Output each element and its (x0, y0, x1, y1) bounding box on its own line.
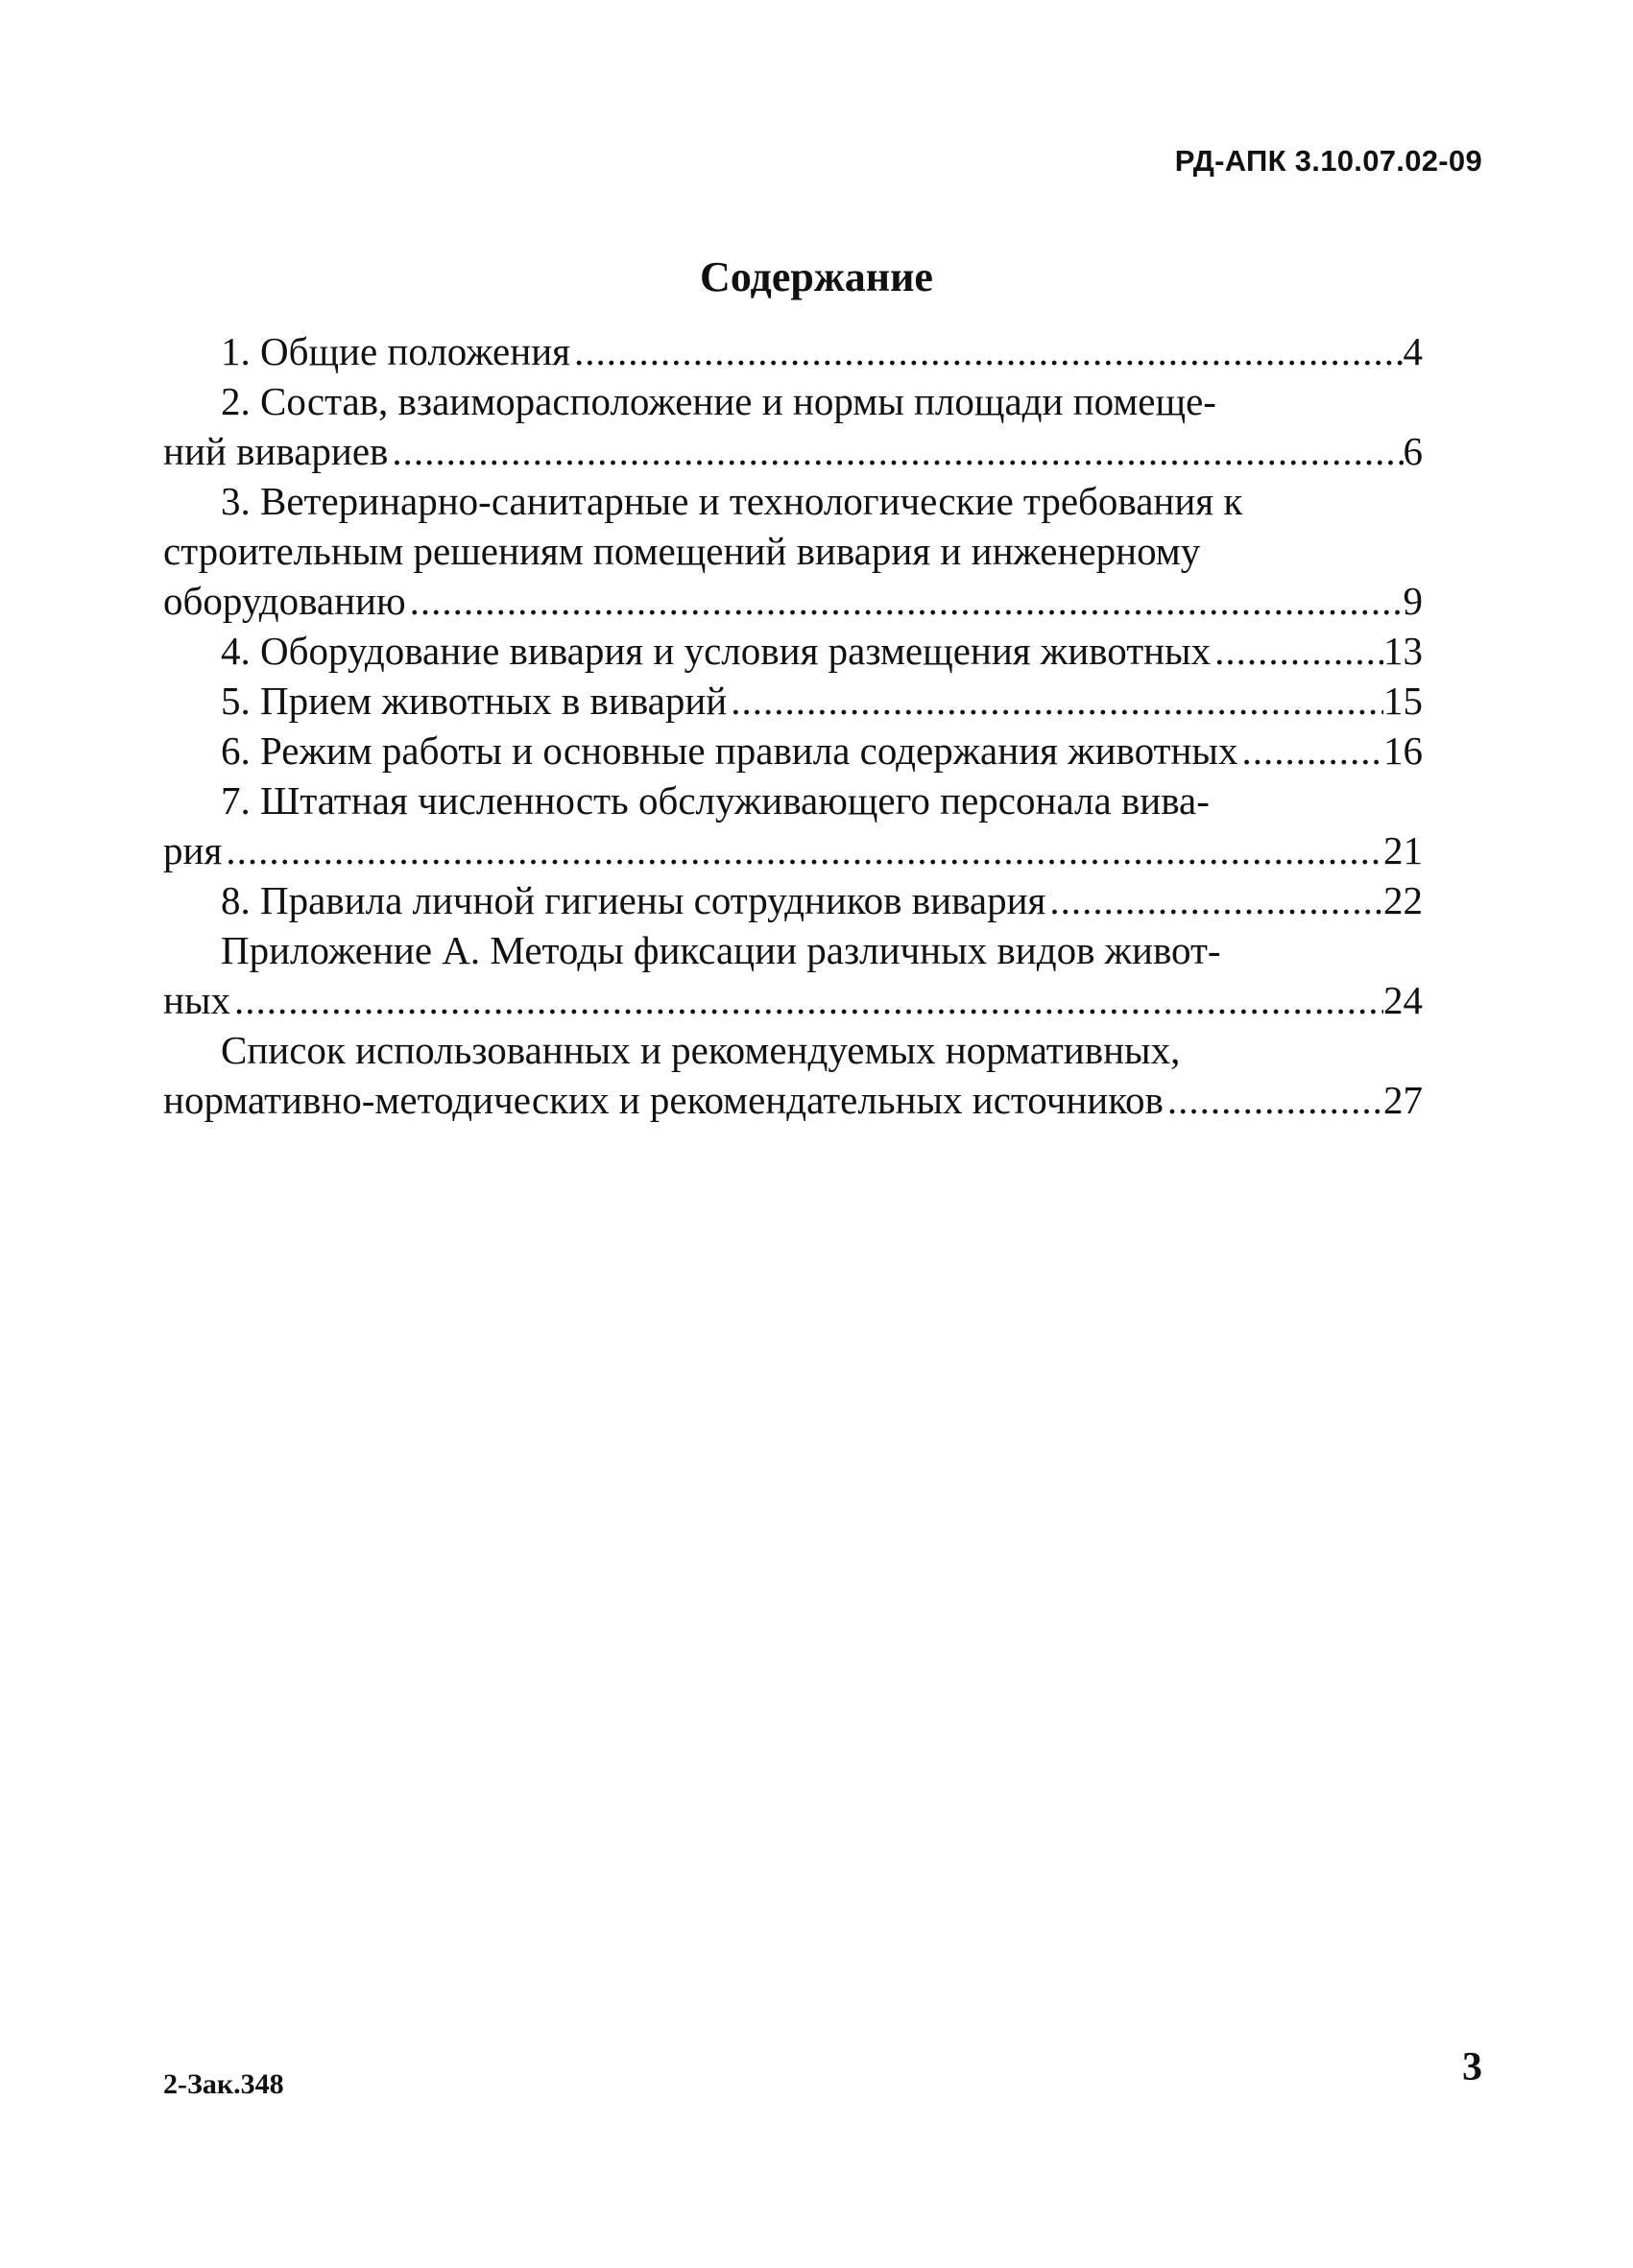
toc-entry-text: 5. Прием животных в виварий (221, 679, 728, 723)
toc-entry-page: 9 (1403, 579, 1423, 623)
toc-entry-line-with-page (163, 576, 1423, 626)
toc-entry-text: 7. Штатная численность обслуживающего персонала вива- (221, 778, 1210, 823)
toc-entry-text: 6. Режим работы и основные правила содержания животных (221, 728, 1238, 773)
toc-entry-page: 16 (1383, 728, 1423, 773)
toc-entry-text: 4. Оборудование вивария и условия размещения животных (221, 629, 1212, 673)
document-code: РД-АПК 3.10.07.02-09 (1174, 144, 1482, 178)
toc-entry-text: строительным решениям помещений вивария и инженерному (163, 529, 1201, 573)
toc-entry-line-with-page (163, 426, 1423, 476)
toc-entry-line-with-page (163, 875, 1423, 925)
table-of-contents (163, 326, 1423, 1125)
toc-entry (163, 726, 1423, 776)
dot-leader (222, 825, 1383, 875)
toc-entry-line-with-page (163, 676, 1423, 726)
dot-leader (1237, 726, 1383, 776)
toc-entry-text: 8. Правила личной гигиены сотрудников вивария (221, 878, 1046, 922)
toc-entry-text: 1. Общие положения (221, 329, 570, 373)
toc-entry (163, 776, 1423, 875)
order-number: 2-Зак.348 (163, 2068, 284, 2100)
toc-entry (163, 875, 1423, 925)
toc-entry-text: 3. Ветеринарно-санитарные и технологические требования к (221, 479, 1243, 523)
toc-entry-text: нормативно-методических и рекомендательных источников (163, 1078, 1164, 1122)
toc-entry-line-with-page (163, 825, 1423, 875)
dot-leader (388, 426, 1403, 476)
toc-title: Содержание (700, 253, 933, 300)
dot-leader (727, 676, 1383, 726)
toc-entry-page: 24 (1383, 978, 1423, 1022)
dot-leader (1164, 1075, 1383, 1125)
toc-entry (163, 1025, 1423, 1125)
dot-leader (570, 326, 1404, 376)
toc-entry-text: оборудованию (163, 579, 406, 623)
toc-entry-text: 2. Состав, взаиморасположение и нормы площади помеще- (221, 379, 1216, 423)
toc-entry (163, 376, 1423, 476)
dot-leader (406, 576, 1404, 626)
toc-entry (163, 925, 1423, 1025)
toc-entry-page: 6 (1403, 429, 1423, 473)
toc-entry-line-with-page (163, 326, 1423, 376)
toc-entry-text: ных (163, 978, 230, 1022)
toc-entry-line-with-page (163, 975, 1423, 1025)
toc-entry-text: Приложение А. Методы фиксации различных видов живот- (221, 928, 1221, 972)
toc-entry-line-with-page (163, 726, 1423, 776)
toc-entry-page: 27 (1383, 1078, 1423, 1122)
dot-leader (1211, 626, 1383, 676)
toc-entry-page: 15 (1383, 679, 1423, 723)
toc-entry (163, 676, 1423, 726)
toc-entry-page: 4 (1403, 329, 1423, 373)
toc-entry-text: рия (163, 828, 223, 872)
toc-entry-line-with-page (163, 626, 1423, 676)
toc-entry (163, 326, 1423, 376)
toc-entry-line-with-page (163, 1075, 1423, 1125)
toc-entry (163, 626, 1423, 676)
page-number: 3 (1462, 2045, 1482, 2089)
toc-entry-page: 22 (1383, 878, 1423, 922)
toc-entry (163, 476, 1423, 626)
toc-entry-text: ний вивариев (163, 429, 389, 473)
dot-leader (230, 975, 1383, 1025)
toc-entry-page: 13 (1383, 629, 1423, 673)
toc-entry-page: 21 (1383, 828, 1423, 872)
dot-leader (1045, 875, 1383, 925)
toc-entry-text: Список использованных и рекомендуемых нормативных, (221, 1028, 1181, 1072)
